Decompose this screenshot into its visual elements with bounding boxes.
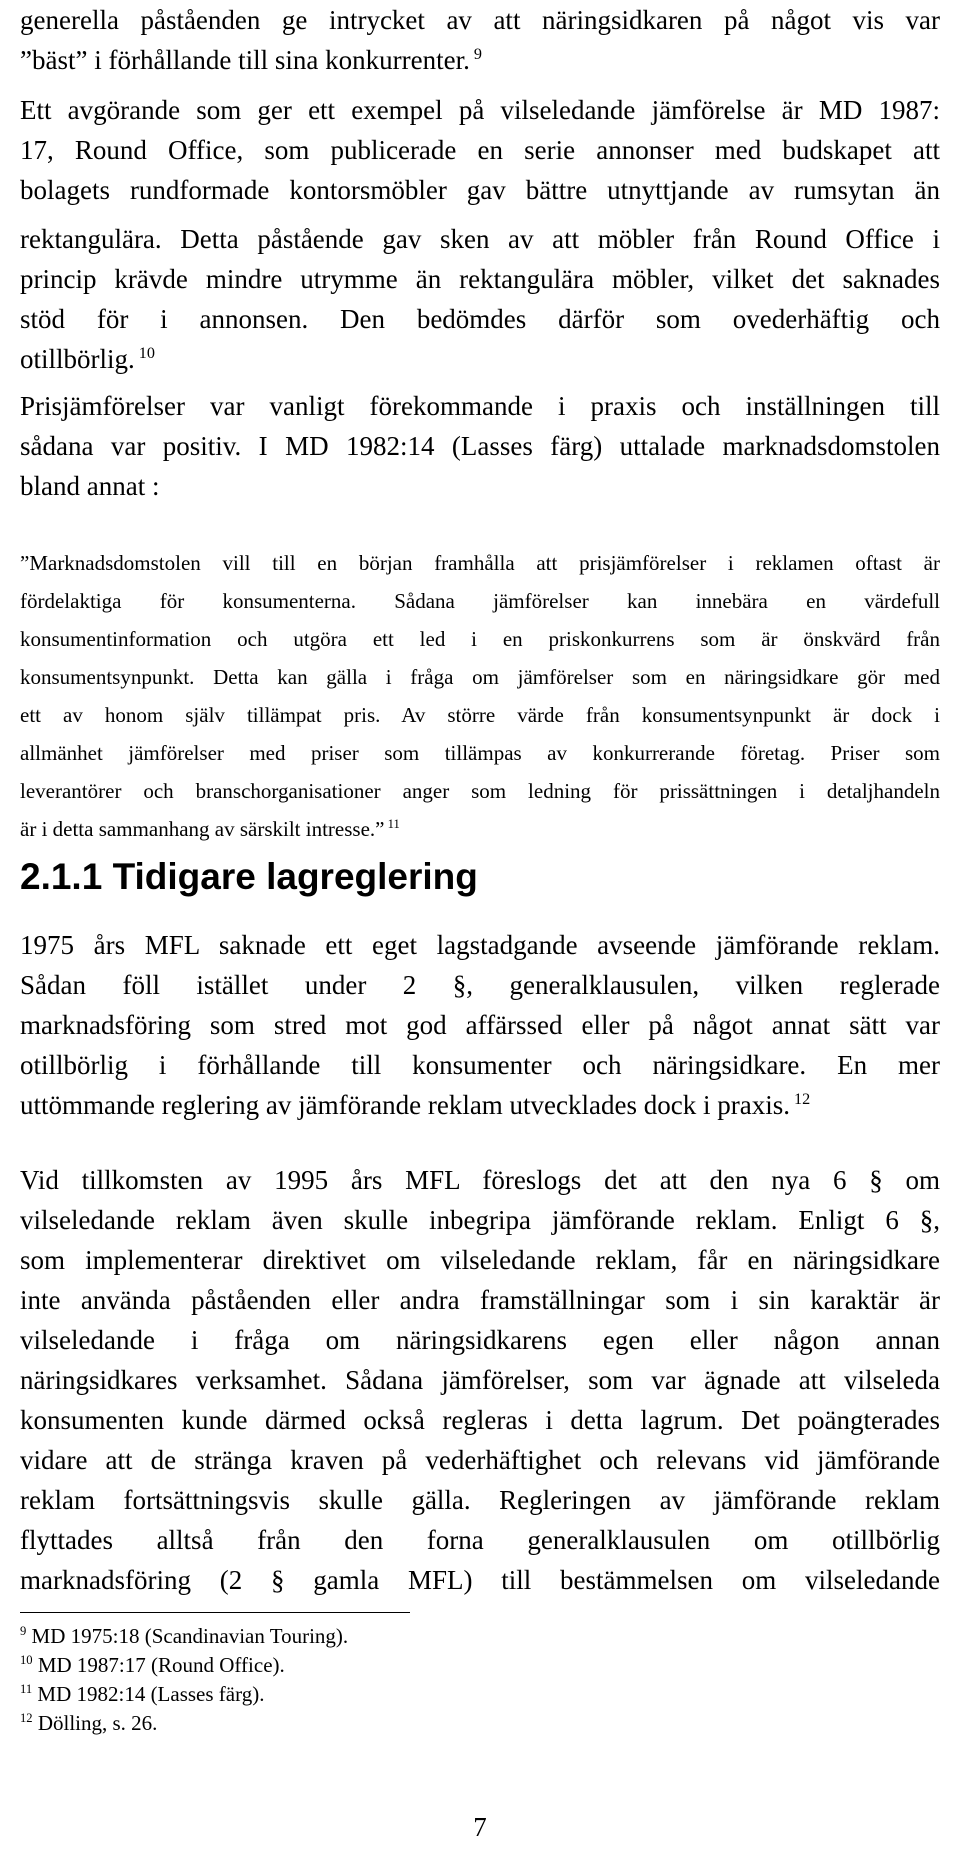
footnote-text: MD 1975:18 (Scandinavian Touring). <box>26 1624 349 1648</box>
footnote <box>20 1709 157 1737</box>
line-text: Vid tillkomsten av 1995 års MFL föreslogs det att den nya 6 § om <box>20 1165 940 1195</box>
line-text: stöd för i annonsen. Den bedömdes därför som ovederhäftig och <box>20 304 940 334</box>
quote-line <box>20 548 940 578</box>
section-line <box>20 1200 940 1240</box>
intro-line <box>20 339 940 379</box>
quote-line <box>20 776 940 806</box>
section-line <box>20 1005 940 1045</box>
quote-line <box>20 586 940 616</box>
section-line <box>20 1480 940 1520</box>
footnote-text: MD 1987:17 (Round Office). <box>32 1653 285 1677</box>
line-text: princip krävde mindre utrymme än rektangulära möbler, vilket det saknades <box>20 264 940 294</box>
line-text: vilseledande i fråga om näringsidkarens egen eller någon annan <box>20 1325 940 1355</box>
line-text: vilseledande reklam även skulle inbegripa jämförande reklam. Enligt 6 §, <box>20 1205 940 1235</box>
line-text: generella påståenden ge intrycket av att näringsidkaren på något vis var <box>20 5 940 35</box>
section-line <box>20 1320 940 1360</box>
quote-line <box>20 738 940 768</box>
line-text: Ett avgörande som ger ett exempel på vilseledande jämförelse är MD 1987: <box>20 95 940 125</box>
footnote-number: 9 <box>20 1624 27 1638</box>
section-line <box>20 1045 940 1085</box>
line-text: flyttades alltså från den forna generalklausulen om otillbörlig <box>20 1525 940 1555</box>
footnote <box>20 1651 285 1679</box>
line-text: 1975 års MFL saknade ett eget lagstadgande avseende jämförande reklam. <box>20 930 940 960</box>
footnote <box>20 1680 264 1708</box>
intro-line <box>20 40 940 80</box>
line-text: sådana var positiv. I MD 1982:14 (Lasses färg) uttalade marknadsdomstolen <box>20 431 940 461</box>
intro-line <box>20 0 940 40</box>
line-text: Prisjämförelser var vanligt förekommande i praxis och inställningen till <box>20 391 940 421</box>
section-line <box>20 1240 940 1280</box>
section-line <box>20 965 940 1005</box>
line-text: bland annat : <box>20 471 160 501</box>
line-text: marknadsföring (2 § gamla MFL) till bestämmelsen om vilseledande <box>20 1565 940 1595</box>
intro-line <box>20 426 940 466</box>
line-text: ”bäst” i förhållande till sina konkurrenter. <box>20 45 470 75</box>
line-text: rektangulära. Detta påstående gav sken av att möbler från Round Office i <box>20 224 940 254</box>
footnote-reference: 10 <box>134 344 155 362</box>
section-line <box>20 1280 940 1320</box>
section-line <box>20 1520 940 1560</box>
section-line <box>20 1560 940 1600</box>
footnote <box>20 1622 348 1650</box>
footnote-number: 11 <box>20 1682 33 1696</box>
line-text: ett av honom själv tillämpat pris. Av större värde från konsumentsynpunkt är dock i <box>20 703 940 727</box>
intro-line <box>20 170 940 210</box>
intro-line <box>20 299 940 339</box>
quote-line <box>20 662 940 692</box>
line-text: marknadsföring som stred mot god affärssed eller på något annat sätt var <box>20 1010 940 1040</box>
intro-line <box>20 90 940 130</box>
section-line <box>20 1085 940 1125</box>
intro-line <box>20 259 940 299</box>
line-text: uttömmande reglering av jämförande reklam utvecklades dock i praxis. <box>20 1090 790 1120</box>
line-text: vidare att de stränga kraven på vederhäftighet och relevans vid jämförande <box>20 1445 940 1475</box>
quote-line <box>20 700 940 730</box>
line-text: konsumentsynpunkt. Detta kan gälla i fråga om jämförelser som en näringsidkare gör med <box>20 665 940 689</box>
footnote-number: 10 <box>20 1653 33 1667</box>
section-line <box>20 1160 940 1200</box>
line-text: som implementerar direktivet om vilseledande reklam, får en näringsidkare <box>20 1245 940 1275</box>
section-line <box>20 1400 940 1440</box>
footnote-reference: 11 <box>384 817 400 831</box>
quote-line <box>20 814 940 844</box>
intro-line <box>20 219 940 259</box>
line-text: bolagets rundformade kontorsmöbler gav bättre utnyttjande av rumsytan än <box>20 175 940 205</box>
line-text: konsumenten kunde därmed också regleras i detta lagrum. Det poängterades <box>20 1405 940 1435</box>
line-text: reklam fortsättningsvis skulle gälla. Regleringen av jämförande reklam <box>20 1485 940 1515</box>
section-line <box>20 1360 940 1400</box>
page-number: 7 <box>473 1812 487 1842</box>
line-text: fördelaktiga för konsumenterna. Sådana jämförelser kan innebära en värdefull <box>20 589 940 613</box>
footnote-number: 12 <box>20 1711 33 1725</box>
footnote-text: MD 1982:14 (Lasses färg). <box>32 1682 265 1706</box>
line-text: leverantörer och branschorganisationer anger som ledning för prissättningen i detaljhandeln <box>20 779 940 803</box>
footnote-reference: 9 <box>469 45 482 63</box>
line-text: inte använda påståenden eller andra framställningar som i sin karaktär är <box>20 1285 940 1315</box>
line-text: Sådan föll istället under 2 §, generalklausulen, vilken reglerade <box>20 970 940 1000</box>
intro-line <box>20 130 940 170</box>
line-text: allmänhet jämförelser med priser som tillämpas av konkurrerande företag. Priser som <box>20 741 940 765</box>
line-text: är i detta sammanhang av särskilt intresse.” <box>20 817 385 841</box>
intro-line <box>20 466 940 506</box>
footnote-reference: 12 <box>789 1090 811 1108</box>
line-text: näringsidkares verksamhet. Sådana jämförelser, som var ägnade att vilseleda <box>20 1365 940 1395</box>
line-text: otillbörlig. <box>20 344 135 374</box>
line-text: otillbörlig i förhållande till konsumenter och näringsidkare. En mer <box>20 1050 940 1080</box>
intro-line <box>20 386 940 426</box>
line-text: konsumentinformation och utgöra ett led i en priskonkurrens som är önskvärd från <box>20 627 940 651</box>
line-text: 17, Round Office, som publicerade en serie annonser med budskapet att <box>20 135 940 165</box>
quote-line <box>20 624 940 654</box>
line-text: ”Marknadsdomstolen vill till en början framhålla att prisjämförelser i reklamen oftast är <box>20 551 940 575</box>
section-heading: 2.1.1 Tidigare lagreglering <box>20 856 478 897</box>
footnote-text: Dölling, s. 26. <box>32 1711 158 1735</box>
section-line <box>20 925 940 965</box>
section-line <box>20 1440 940 1480</box>
footnote-separator <box>20 1612 410 1613</box>
